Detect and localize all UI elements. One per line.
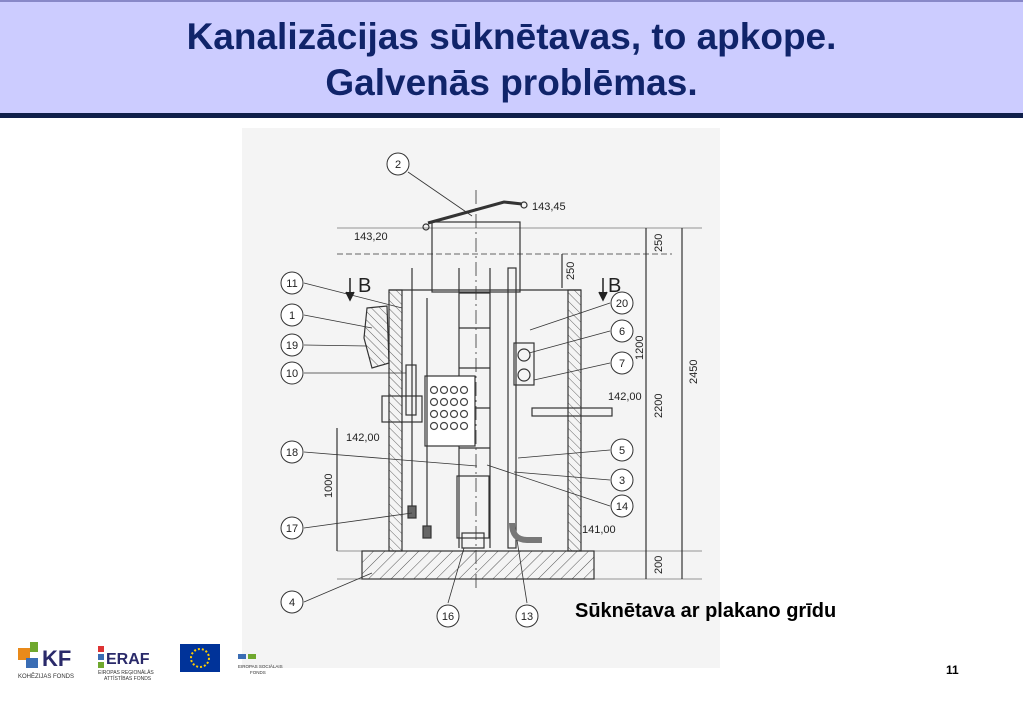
- figure-caption: Sūknētava ar plakano grīdu: [575, 600, 837, 622]
- page-number: 11: [946, 663, 959, 677]
- callout-7: [611, 352, 633, 374]
- callout-16: [437, 605, 459, 627]
- base-slab: [362, 551, 594, 579]
- svg-text:16: 16: [441, 611, 455, 623]
- dim-bottom-level: 141,00: [582, 524, 616, 536]
- dim-1000: 1000: [323, 473, 335, 498]
- dim-inlet-level: 142,00: [346, 432, 380, 444]
- svg-text:17: 17: [285, 523, 299, 535]
- svg-text:13: 13: [520, 611, 534, 623]
- eraf-logo: [98, 646, 154, 682]
- svg-text:20: 20: [615, 298, 629, 310]
- dim-ground-level: 143,20: [354, 231, 388, 243]
- svg-text:10: 10: [285, 368, 299, 380]
- dim-200: 200: [653, 555, 665, 574]
- svg-text:6: 6: [618, 326, 626, 338]
- slide-title-line1: Kanalizācijas sūknētavas, to apkope.: [186, 16, 837, 57]
- slide-header: [0, 0, 1023, 118]
- svg-text:KF: KF: [42, 646, 72, 671]
- slide-title-line2: Galvenās problēmas.: [325, 62, 698, 103]
- svg-text:2: 2: [394, 159, 402, 171]
- callout-6: [611, 320, 633, 342]
- callout-3: [611, 469, 633, 491]
- svg-text:EIROPAS REĢIONĀLĀS: EIROPAS REĢIONĀLĀS: [98, 670, 154, 676]
- svg-text:4: 4: [288, 597, 296, 609]
- dim-250a: 250: [653, 233, 665, 252]
- eu-flag-icon: [180, 644, 220, 672]
- svg-text:14: 14: [615, 501, 629, 513]
- left-wall: [389, 290, 402, 551]
- section-mark-left: B: [358, 275, 372, 297]
- callout-14: [611, 495, 633, 517]
- footer-logos: [0, 636, 300, 686]
- callout-13: [516, 605, 538, 627]
- dim-2200: 2200: [653, 393, 665, 418]
- svg-text:5: 5: [618, 445, 626, 457]
- dim-250b: 250: [565, 261, 577, 280]
- dim-outlet-level: 142,00: [608, 391, 642, 403]
- svg-text:1: 1: [288, 310, 296, 322]
- callout-17: [281, 517, 303, 539]
- callout-19: [281, 334, 303, 356]
- esf-logo: [238, 654, 283, 675]
- callout-18: [281, 441, 303, 463]
- dim-1200: 1200: [634, 335, 646, 360]
- svg-text:3: 3: [618, 475, 626, 487]
- svg-text:ERAF: ERAF: [106, 651, 150, 668]
- dim-lid-level: 143,45: [532, 201, 566, 213]
- kf-logo: [18, 642, 74, 680]
- callout-5: [611, 439, 633, 461]
- callout-2: [387, 153, 409, 175]
- svg-text:ATTĪSTĪBAS FONDS: ATTĪSTĪBAS FONDS: [104, 676, 152, 682]
- svg-text:EIROPAS SOCIĀLAIS: EIROPAS SOCIĀLAIS: [238, 664, 283, 669]
- callout-1: [281, 304, 303, 326]
- callout-4: [281, 591, 303, 613]
- svg-text:7: 7: [618, 358, 626, 370]
- svg-text:18: 18: [285, 447, 299, 459]
- callout-11: [281, 272, 303, 294]
- svg-text:FONDS: FONDS: [250, 670, 266, 675]
- svg-text:19: 19: [285, 340, 299, 352]
- pumping-station-drawing: [242, 128, 720, 668]
- callout-10: [281, 362, 303, 384]
- section-mark-right: B: [608, 275, 622, 297]
- svg-text:11: 11: [286, 278, 298, 290]
- dim-2450: 2450: [688, 359, 700, 384]
- right-wall: [568, 290, 581, 551]
- svg-text:KOHĒZIJAS FONDS: KOHĒZIJAS FONDS: [18, 674, 75, 680]
